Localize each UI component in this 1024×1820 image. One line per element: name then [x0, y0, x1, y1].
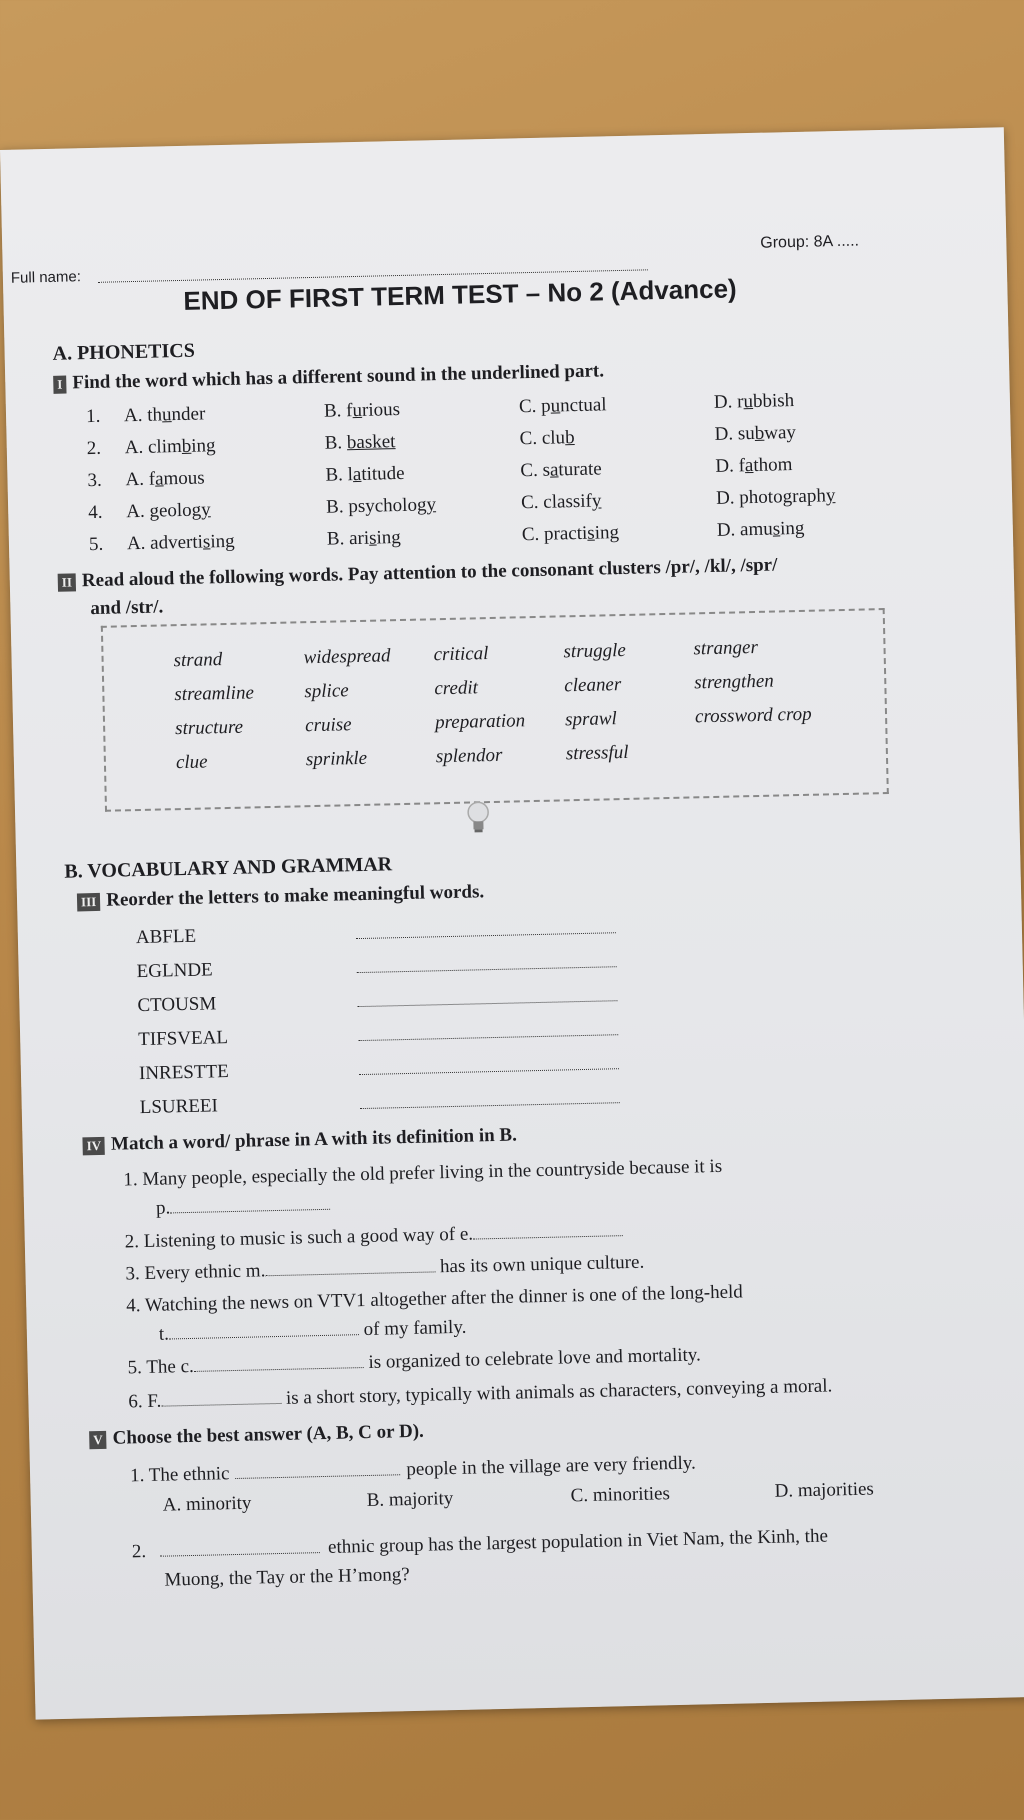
option-b[interactable]: B. majority	[366, 1488, 454, 1512]
part-4-instruction: IV Match a word/ phrase in A with its definition in B.	[82, 1125, 517, 1157]
answer-line[interactable]	[358, 1022, 618, 1041]
answer-line[interactable]	[359, 1056, 619, 1075]
scrambled-word: ABFLE	[135, 925, 197, 949]
word: streamline	[174, 682, 255, 706]
word: structure	[174, 716, 244, 740]
word: struggle	[563, 639, 627, 663]
part-1-number: I	[53, 375, 66, 393]
word: critical	[433, 643, 489, 666]
full-name-label: Full name:	[10, 268, 82, 287]
answer-blank[interactable]	[265, 1253, 435, 1276]
lightbulb-icon	[463, 799, 494, 836]
phonetics-question: 2. A. climbing B. basket C. club D. subway	[86, 422, 797, 460]
scrambled-word: EGLNDE	[136, 959, 213, 983]
word: splendor	[435, 744, 503, 768]
answer-blank[interactable]	[160, 1534, 320, 1557]
word: sprawl	[564, 708, 618, 731]
part-5-instruction: V Choose the best answer (A, B, C or D).	[89, 1421, 424, 1451]
word-box	[101, 608, 889, 812]
answer-blank[interactable]	[161, 1385, 281, 1407]
match-question-3: 3. Every ethnic m. has its own unique culture.	[125, 1251, 645, 1285]
part-2-instruction: II Read aloud the following words. Pay attention to the consonant clusters /pr/, /kl/, /spr/	[58, 550, 958, 592]
answer-line[interactable]	[357, 988, 617, 1007]
match-question-1: 1. Many people, especially the old prefer living in the countryside because it is p.	[123, 1155, 723, 1219]
group-label: Group: 8A .....	[760, 232, 860, 252]
page-title: END OF FIRST TERM TEST – No 2 (Advance)	[183, 273, 737, 316]
mc-question-1: 1. The ethnic people in the village are very friendly.	[129, 1452, 697, 1487]
word: widespread	[303, 645, 391, 669]
phonetics-question: 5. A. advertising B. arising C. practising D. amusing	[88, 517, 805, 556]
scrambled-word: CTOUSM	[137, 993, 217, 1017]
word: cleaner	[564, 674, 622, 697]
scrambled-word: INRESTTE	[138, 1061, 229, 1085]
answer-blank[interactable]	[169, 1316, 359, 1339]
word: credit	[434, 677, 479, 700]
answer-blank[interactable]	[473, 1217, 623, 1239]
answer-line[interactable]	[356, 920, 616, 939]
word: cruise	[304, 714, 352, 737]
option-d[interactable]: D. majorities	[774, 1478, 875, 1502]
answer-line[interactable]	[360, 1090, 620, 1109]
part-4-number: IV	[82, 1137, 105, 1156]
part-3-number: III	[77, 893, 101, 912]
answer-line[interactable]	[356, 954, 616, 973]
mc-question-2: 2. ethnic group has the largest population in Viet Nam, the Kinh, the Muong, the Tay or the H’mong?	[131, 1525, 829, 1591]
section-a-heading: A. PHONETICS	[52, 339, 196, 365]
answer-blank[interactable]	[235, 1456, 400, 1479]
word: stranger	[693, 636, 759, 660]
phonetics-question: 3. A. famous B. latitude C. saturate D. fathom	[87, 454, 793, 492]
match-question-5: 5. The c. is organized to celebrate love and mortality.	[127, 1344, 702, 1379]
word: strengthen	[694, 670, 775, 694]
word: strand	[173, 649, 223, 672]
scrambled-word: LSUREEI	[139, 1095, 219, 1119]
answer-blank[interactable]	[193, 1349, 363, 1372]
match-question-4: 4. Watching the news on VTV1 altogether after the dinner is one of the long-held t. of my family.	[126, 1281, 744, 1345]
scrambled-word: TIFSVEAL	[137, 1027, 229, 1051]
part-2-instruction-cont: and /str/.	[90, 596, 164, 620]
test-paper	[0, 127, 1024, 1719]
phonetics-question: 4. A. geology B. psychology C. classify D. photography	[88, 485, 836, 524]
word: preparation	[434, 710, 526, 734]
part-2-number: II	[58, 573, 77, 591]
word: clue	[175, 751, 208, 774]
option-c[interactable]: C. minorities	[570, 1483, 671, 1507]
word: stressful	[565, 741, 629, 765]
option-a[interactable]: A. minority	[162, 1492, 252, 1516]
word: crossword crop	[694, 703, 812, 728]
part-5-number: V	[89, 1431, 107, 1449]
match-question-2: 2. Listening to music is such a good way of e.	[124, 1209, 954, 1257]
word: sprinkle	[305, 747, 368, 771]
part-3-instruction: III Reorder the letters to make meaningful words.	[77, 881, 485, 912]
word: splice	[304, 680, 349, 703]
answer-blank[interactable]	[170, 1191, 330, 1214]
part-1-instruction: I Find the word which has a different sound in the underlined part.	[53, 360, 604, 394]
phonetics-question: 1. A. thunder B. furious C. punctual D. rubbish	[85, 390, 795, 428]
match-question-6: 6. F. is a short story, typically with animals as characters, conveying a moral.	[128, 1375, 833, 1413]
section-b-heading: B. VOCABULARY AND GRAMMAR	[64, 853, 393, 883]
